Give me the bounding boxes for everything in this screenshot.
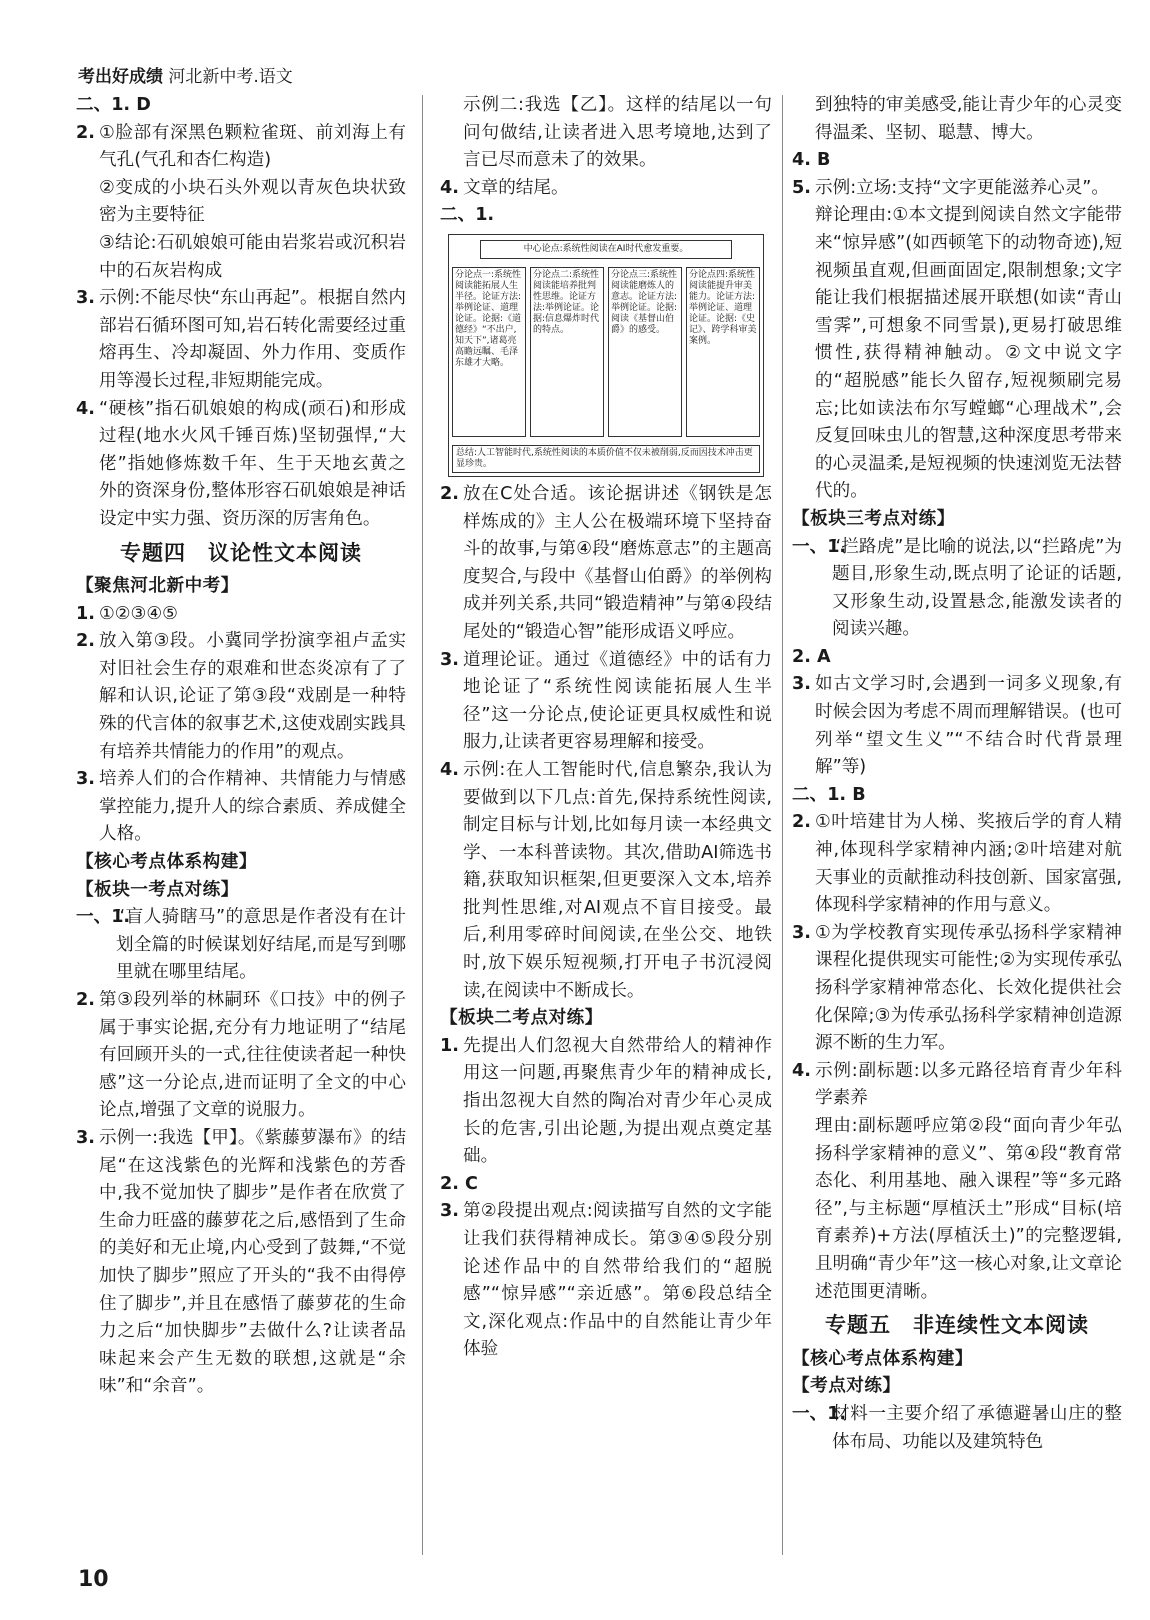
answer-item: 2. 放入第③段。小冀同学扮演孪祖卢孟实对旧社会生存的艰难和世态炎凉有了了解和认识,论证了第③段“戏剧是一种特殊的代言体的叙事艺术,这使戏剧实践具有培养共情能力的作用”的观点。 — [76, 631, 406, 762]
answer-item: 2. A — [792, 646, 831, 667]
diagram-subclaim-box: 分论点三:系统性阅读能磨炼人的意志。论证方法:举例论证。论据:阅读《基督山伯爵》的感受。 — [608, 267, 682, 437]
answer-item: 4. 文章的结尾。 — [440, 177, 569, 198]
answer-item: 4. 示例:在人工智能时代,信息繁杂,我认为要做到以下几点:首先,保持系统性阅读,制定目标与计划,比如每月读一本经典文学、一本科普读物。其次,借助AI筛选书籍,获取知识框架,但更要深入文本,培养批判性思维,对AI观点不盲目接受。最后,利用零碎时间阅读,在坐公交、地铁时,放下娱乐短视频,打开电子书沉浸阅读,在阅读中不断成长。 — [440, 759, 772, 1001]
answer-item: 3. 示例:不能尽快“东山再起”。根据自然内部岩石循环图可知,岩石转化需要经过重熔再生、冷却凝固、外力作用、变质作用等漫长过程,非短期能完成。 — [76, 288, 406, 391]
answer-item: 3. ①为学校教育实现传承弘扬科学家精神课程化提供现实可能性;②为实现传承弘扬科学家精神常态化、长效化提供社会化保障;③为传承弘扬科学家精神创造源源不断的生力军。 — [792, 922, 1122, 1054]
column-1 — [76, 92, 406, 1401]
diagram-subclaim-box: 分论点二:系统性阅读能培养批判性思维。论证方法:举例论证。论据:信息爆炸时代的特点。 — [530, 267, 604, 437]
answer-item: 3. 道理论证。通过《道德经》中的话有力地论证了“系统性阅读能拓展人生半径”这一分论点,使论证更具权威性和说服力,让读者更容易理解和接受。 — [440, 649, 772, 753]
answer-item: 到独特的审美感受,能让青少年的心灵变得温柔、坚韧、聪慧、博大。 — [815, 95, 1122, 143]
answer-item: 2. ①脸部有深黑色颗粒雀斑、前刘海上有气孔(气孔和杏仁构造) — [76, 122, 406, 171]
answer-item: 一、1. “盲人骑瞎马”的意思是作者没有在计划全篇的时候谋划好结尾,而是写到哪里就在哪里结尾。 — [76, 907, 406, 983]
answer-item: 4. 示例:副标题:以多元路径培育青少年科学素养 — [792, 1060, 1122, 1109]
column-2 — [440, 92, 772, 1364]
page-number: 10 — [78, 1567, 109, 1592]
section-tag: 【核心考点体系构建】 — [792, 1348, 973, 1369]
diagram-subclaim-box: 分论点一:系统性阅读能拓展人生半径。论证方法:举例论证、道理论证。论据:《道德经》“不出户,知天下”,诸葛亮高瞻远瞩、毛泽东雄才大略。 — [452, 267, 526, 437]
section-tag: 【板块三考点对练】 — [792, 508, 955, 529]
answer-item: 示例二:我选【乙】。这样的结尾以一句问句做结,让读者进入思考境地,达到了言已尽而意未了的效果。 — [463, 95, 772, 171]
section-heading: 二、1. B — [792, 784, 866, 805]
answer-item: 4. B — [792, 150, 831, 171]
section-heading: 二、1. D — [76, 95, 151, 115]
answer-item: 理由:副标题呼应第②段“面向青少年弘扬科学家精神的意义”、第④段“教育常态化、利用基地、融入课程”等“多元路径”,与主标题“厚植沃土”形成“目标(培育素养)+方法(厚植沃土)”的完整逻辑,且明确“青少年”这一核心对象,让文章论述范围更清晰。 — [815, 1115, 1122, 1302]
answer-item: 1. 先提出人们忽视大自然带给人的精神作用这一问题,再聚焦青少年的精神成长,指出忽视大自然的陶冶对青少年心灵成长的危害,引出论题,为提出观点奠定基础。 — [440, 1035, 772, 1167]
diagram-summary: 总结:人工智能时代,系统性阅读的本质价值不仅未被削弱,反而因技术冲击更显珍贵。 — [452, 445, 760, 473]
diagram-center-claim: 中心论点:系统性阅读在AI时代愈发重要。 — [480, 240, 732, 259]
header-subtitle: 河北新中考.语文 — [168, 67, 293, 87]
section-tag: 【考点对练】 — [792, 1376, 901, 1397]
section-tag: 【聚焦河北新中考】 — [76, 576, 239, 597]
page-header — [78, 62, 293, 87]
answer-item: 2. ①叶培建甘为人梯、奖掖后学的育人精神,体现科学家精神内涵;②叶培建对航天事业的贡献推动科技创新、国家富强,体现科学家精神的作用与意义。 — [792, 812, 1122, 916]
answer-item: 2. 放在C处合适。该论据讲述《钢铁是怎样炼成的》主人公在极端环境下坚持奋斗的故事,与第④段“磨炼意志”的主题高度契合,与段中《基督山伯爵》的举例构成并列关系,共同“锻造精神”与第④段结尾处的“锻造心智”能形成语义呼应。 — [440, 483, 772, 642]
answer-item: 5. 示例:立场:支持“文字更能滋养心灵”。 — [792, 177, 1109, 198]
answer-item: ③结论:石矶娘娘可能由岩浆岩或沉积岩中的石灰岩构成 — [99, 232, 406, 281]
answer-item: 辩论理由:①本文提到阅读自然文字能带来“惊异感”(如西顿笔下的动物奇迹),短视频虽直观,但画面固定,限制想象;文字能让我们根据描述展开联想(如读“青山雪霁”,可想象不同雪景),更易打破思维惯性,获得精神触动。②文中说文字的“超脱感”能长久留存,短视频刷完易忘;比如读法布尔写螳螂“心理战术”,会反复回味虫儿的智慧,这种深度思考带来的心灵温柔,是短视频的快速浏览无法替代的。 — [815, 205, 1122, 502]
answer-item: 3. 第②段提出观点:阅读描写自然的文字能让我们获得精神成长。第③④⑤段分别论述作品中的自然带给我们的“超脱感”“惊异感”“亲近感”。第⑥段总结全文,深化观点:作品中的自然能让青少年体验 — [440, 1201, 772, 1360]
argument-diagram — [448, 234, 764, 477]
brand-title: 考出好成绩 — [78, 67, 163, 87]
diagram-subclaim-box: 分论点四:系统性阅读能提升审美能力。论证方法:举例论证、道理论证。论据:《史记》、跨学科审美案例。 — [686, 267, 760, 437]
column-3 — [792, 92, 1122, 1456]
section-heading: 二、1. — [440, 205, 495, 226]
answer-item: 4. “硬核”指石矶娘娘的构成(顽石)和形成过程(地水火风千锤百炼)坚韧强悍,“大佬”指她修炼数千年、生于天地玄黄之外的资深身份,整体形容石矶娘娘是神话设定中实力强、资历深的厉害角色。 — [76, 398, 406, 529]
answer-item: 1. ①②③④⑤ — [76, 603, 178, 624]
section-tag: 【核心考点体系构建】 — [76, 852, 257, 873]
answer-item: 一、1. 材料一主要介绍了承德避暑山庄的整体布局、功能以及建筑特色 — [792, 1403, 1122, 1452]
section-tag: 【板块一考点对练】 — [76, 879, 239, 900]
answer-item: ②变成的小块石头外观以青灰色块状致密为主要特征 — [99, 177, 406, 226]
answer-item: 2. 第③段列举的林嗣环《口技》中的例子属于事实论据,充分有力地证明了“结尾有回顾开头的一式,往往使读者起一种快感”这一分论点,进而证明了全文的中心论点,增强了文章的说服力。 — [76, 990, 406, 1121]
answer-item: 3. 示例一:我选【甲】。《紫藤萝瀑布》的结尾“在这浅紫色的光辉和浅紫色的芳香中,我不觉加快了脚步”是作者在欣赏了生命力旺盛的藤萝花之后,感悟到了生命的美好和无止境,内心受到了鼓舞,“不觉加快了脚步”照应了开头的“我不由得停住了脚步”,并且在感悟了藤萝花的生命力之后“加快脚步”去做什么?让读者品味起来会产生无数的联想,这就是“余味”和“余音”。 — [76, 1127, 406, 1397]
column-divider — [782, 95, 783, 1555]
topic-title: 专题四 议论性文本阅读 — [120, 540, 362, 565]
section-tag: 【板块二考点对练】 — [440, 1008, 603, 1029]
answer-item: 3. 如古文学习时,会遇到一词多义现象,有时候会因为考虑不周而理解错误。(也可列举“望文生义”“不结合时代背景理解”等) — [792, 674, 1122, 778]
topic-title: 专题五 非连续性文本阅读 — [825, 1313, 1089, 1338]
answer-item: 2. C — [440, 1173, 478, 1194]
answer-item: 一、1. “拦路虎”是比喻的说法,以“拦路虎”为题目,形象生动,既点明了论证的话题,又形象生动,设置悬念,能激发读者的阅读兴趣。 — [792, 536, 1122, 640]
column-divider — [422, 95, 423, 1555]
answer-item: 3. 培养人们的合作精神、共情能力与情感掌控能力,提升人的综合素质、养成健全人格。 — [76, 769, 406, 845]
